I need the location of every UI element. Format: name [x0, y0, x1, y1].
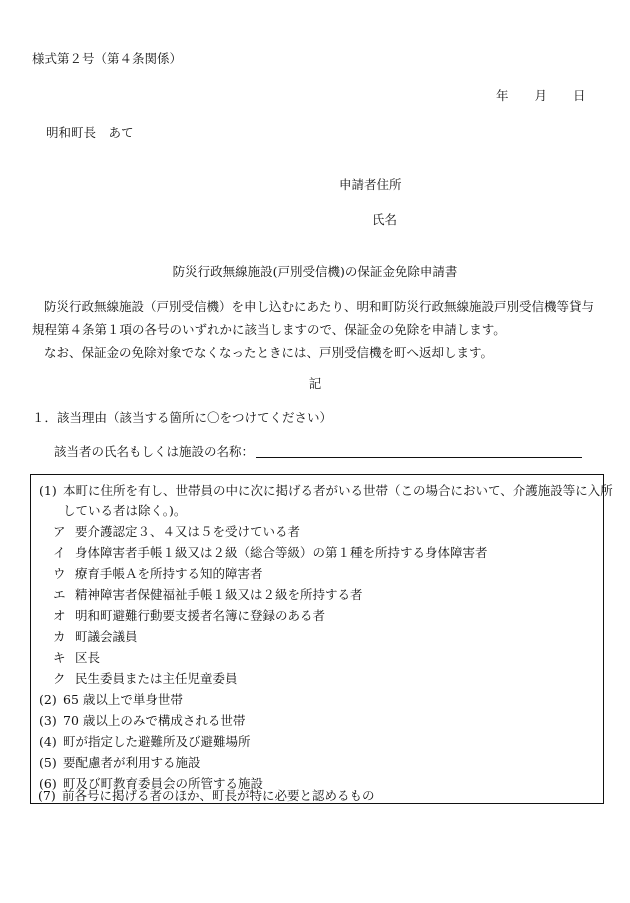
sub-mark: ア [53, 524, 66, 539]
sub-mark: エ [53, 587, 66, 602]
criterion-text: 本町に住所を有し、世帯員の中に次に掲げる者がいる世帯（この場合において、介護施設等に入所 [63, 483, 613, 498]
criterion-number: (4) [39, 734, 57, 749]
criterion-number: (3) [39, 713, 57, 728]
sub-criterion [53, 648, 100, 666]
sub-text: 民生委員または主任児童委員 [75, 671, 238, 686]
sub-criterion [53, 585, 363, 603]
sub-criterion [53, 564, 263, 582]
sub-text: 身体障害者手帳１級又は２級（総合等級）の第１種を所持する身体障害者 [75, 545, 488, 560]
target-name-field[interactable] [256, 457, 582, 458]
criterion [39, 690, 183, 708]
criterion [38, 786, 375, 804]
sub-criterion [53, 543, 488, 561]
document-title: 防災行政無線施設(戸別受信機)の保証金免除申請書 [172, 264, 458, 279]
criteria-box [30, 474, 613, 804]
sub-text: 療育手帳Ａを所持する知的障害者 [75, 566, 263, 581]
criterion [39, 711, 245, 729]
criterion-number: (5) [39, 755, 57, 770]
criterion-text: 前各号に掲げる者のほか、町長が特に必要と認めるもの [62, 788, 375, 803]
criterion-text: 町及び町教育委員会の所管する施設 [63, 776, 264, 791]
ki-heading: 記 [308, 376, 322, 391]
target-name-label: 該当者の氏名もしくは施設の名称： [54, 444, 255, 459]
sub-criterion [53, 669, 238, 687]
sub-criterion [53, 627, 138, 645]
sub-mark: カ [53, 629, 66, 644]
sub-mark: ウ [53, 566, 66, 581]
date-month: 月 [534, 88, 548, 103]
date-line [496, 86, 586, 104]
criterion [39, 732, 251, 750]
sub-mark: オ [53, 608, 66, 623]
sub-text: 要介護認定３、４又は５を受けている者 [75, 524, 301, 539]
sub-mark: キ [53, 650, 66, 665]
addressee: 明和町長 あて [46, 125, 134, 140]
section1-heading: １．該当理由（該当する箇所に〇をつけてください） [32, 410, 333, 425]
applicant-address-label: 申請者住所 [339, 177, 402, 192]
criterion-1 [39, 481, 613, 499]
criterion-1-continuation: している者は除く。)。 [63, 503, 187, 518]
criterion-number: (6) [39, 776, 57, 791]
sub-criterion [53, 522, 300, 540]
criterion [39, 753, 201, 771]
return-paragraph: なお、保証金の免除対象でなくなったときには、戸別受信機を町へ返却します。 [44, 345, 494, 360]
criterion-text: 70 歳以上のみで構成される世帯 [63, 713, 246, 728]
application-paragraph: 防災行政無線施設（戸別受信機）を申し込むにあたり、明和町防災行政無線施設戸別受信機等貸与規程第４条第１項の各号のいずれかに該当しますので、保証金の免除を申請します。 [32, 299, 595, 337]
sub-text: 明和町避難行動要支援者名簿に登録のある者 [75, 608, 326, 623]
criterion-text: 65 歳以上で単身世帯 [63, 692, 183, 707]
sub-text: 区長 [75, 650, 101, 665]
sub-text: 精神障害者保健福祉手帳１級又は２級を所持する者 [75, 587, 363, 602]
criterion-number: (7) [38, 788, 56, 803]
date-year: 年 [496, 88, 509, 103]
form-number: 様式第２号（第４条関係） [32, 51, 183, 66]
sub-criterion [53, 606, 325, 624]
sub-mark: ク [53, 671, 66, 686]
date-day: 日 [573, 88, 586, 103]
criterion-text: 町が指定した避難所及び避難場所 [63, 734, 251, 749]
sub-mark: イ [53, 545, 66, 560]
criterion-number: (2) [39, 692, 57, 707]
criterion-number: (1) [39, 483, 57, 498]
applicant-name-label: 氏名 [372, 212, 398, 227]
criterion-text: 要配慮者が利用する施設 [63, 755, 201, 770]
sub-text: 町議会議員 [75, 629, 138, 644]
